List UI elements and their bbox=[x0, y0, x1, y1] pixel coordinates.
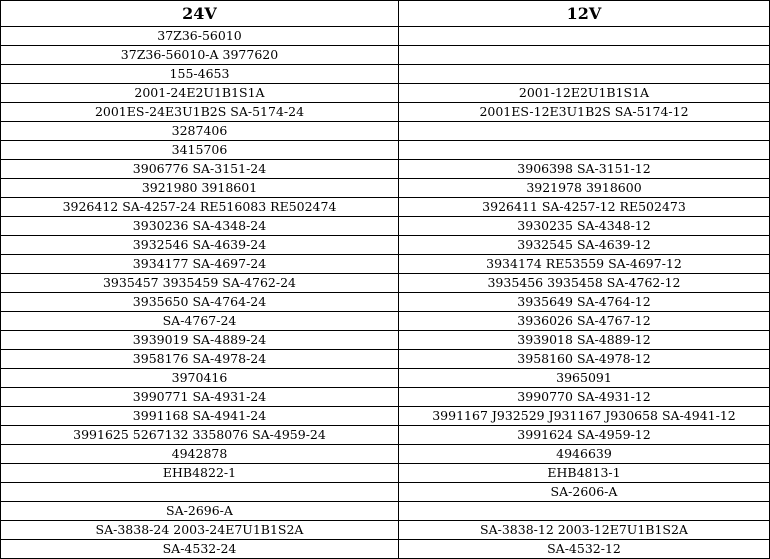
table-row bbox=[1, 331, 770, 350]
cell-24v: 3939019 SA-4889-24 bbox=[1, 331, 399, 350]
header-row bbox=[1, 1, 770, 27]
cell-24v: 3906776 SA-3151-24 bbox=[1, 160, 399, 179]
cell-12v: SA-2606-A bbox=[399, 483, 770, 502]
cell-12v: 3939018 SA-4889-12 bbox=[399, 331, 770, 350]
table-row bbox=[1, 65, 770, 84]
cell-12v: 4946639 bbox=[399, 445, 770, 464]
cell-12v: 3921978 3918600 bbox=[399, 179, 770, 198]
cell-24v: 3958176 SA-4978-24 bbox=[1, 350, 399, 369]
cell-24v: 3991625 5267132 3358076 SA-4959-24 bbox=[1, 426, 399, 445]
cell-12v: 3990770 SA-4931-12 bbox=[399, 388, 770, 407]
table-row bbox=[1, 27, 770, 46]
cell-12v bbox=[399, 141, 770, 160]
cell-24v: 3935457 3935459 SA-4762-24 bbox=[1, 274, 399, 293]
cell-24v: 4942878 bbox=[1, 445, 399, 464]
cell-24v: EHB4822-1 bbox=[1, 464, 399, 483]
table-body bbox=[1, 27, 770, 559]
table-row bbox=[1, 198, 770, 217]
cell-12v bbox=[399, 46, 770, 65]
header-24v: 24V bbox=[1, 1, 399, 27]
cell-12v: 3958160 SA-4978-12 bbox=[399, 350, 770, 369]
cell-24v: 3935650 SA-4764-24 bbox=[1, 293, 399, 312]
cell-24v: 3926412 SA-4257-24 RE516083 RE502474 bbox=[1, 198, 399, 217]
cell-12v: 3926411 SA-4257-12 RE502473 bbox=[399, 198, 770, 217]
cell-12v: 3991167 J932529 J931167 J930658 SA-4941-12 bbox=[399, 407, 770, 426]
cell-12v: EHB4813-1 bbox=[399, 464, 770, 483]
cell-24v: 155-4653 bbox=[1, 65, 399, 84]
table-row bbox=[1, 236, 770, 255]
cell-24v: 37Z36-56010-A 3977620 bbox=[1, 46, 399, 65]
table-row bbox=[1, 350, 770, 369]
header-12v: 12V bbox=[399, 1, 770, 27]
cell-12v bbox=[399, 502, 770, 521]
table-row bbox=[1, 388, 770, 407]
table-row bbox=[1, 293, 770, 312]
table-row bbox=[1, 369, 770, 388]
cell-24v: 3287406 bbox=[1, 122, 399, 141]
cell-12v: 3934174 RE53559 SA-4697-12 bbox=[399, 255, 770, 274]
cell-24v: 3970416 bbox=[1, 369, 399, 388]
table-row bbox=[1, 521, 770, 540]
cell-24v: 3930236 SA-4348-24 bbox=[1, 217, 399, 236]
table-row bbox=[1, 217, 770, 236]
table-row bbox=[1, 445, 770, 464]
cell-12v bbox=[399, 65, 770, 84]
table-row bbox=[1, 84, 770, 103]
cell-12v: 3991624 SA-4959-12 bbox=[399, 426, 770, 445]
cell-24v: 3415706 bbox=[1, 141, 399, 160]
cell-12v bbox=[399, 122, 770, 141]
table-row bbox=[1, 46, 770, 65]
cell-24v: 3934177 SA-4697-24 bbox=[1, 255, 399, 274]
cell-12v: 3932545 SA-4639-12 bbox=[399, 236, 770, 255]
cell-12v: 3935649 SA-4764-12 bbox=[399, 293, 770, 312]
table-row bbox=[1, 122, 770, 141]
table-row bbox=[1, 103, 770, 122]
table-row bbox=[1, 274, 770, 293]
cell-24v: SA-4532-24 bbox=[1, 540, 399, 559]
cell-24v: 3991168 SA-4941-24 bbox=[1, 407, 399, 426]
cell-24v: 2001-24E2U1B1S1A bbox=[1, 84, 399, 103]
table-row bbox=[1, 426, 770, 445]
cell-24v: SA-4767-24 bbox=[1, 312, 399, 331]
table-row bbox=[1, 312, 770, 331]
cell-24v: 37Z36-56010 bbox=[1, 27, 399, 46]
table-row bbox=[1, 255, 770, 274]
cell-24v: 3990771 SA-4931-24 bbox=[1, 388, 399, 407]
table-row bbox=[1, 407, 770, 426]
cell-12v bbox=[399, 27, 770, 46]
cell-12v: 2001-12E2U1B1S1A bbox=[399, 84, 770, 103]
cell-12v: SA-3838-12 2003-12E7U1B1S2A bbox=[399, 521, 770, 540]
cell-12v: 3930235 SA-4348-12 bbox=[399, 217, 770, 236]
cell-24v: SA-3838-24 2003-24E7U1B1S2A bbox=[1, 521, 399, 540]
cell-12v: 3906398 SA-3151-12 bbox=[399, 160, 770, 179]
cell-12v: 3935456 3935458 SA-4762-12 bbox=[399, 274, 770, 293]
table-row bbox=[1, 160, 770, 179]
cell-12v: SA-4532-12 bbox=[399, 540, 770, 559]
table-row bbox=[1, 464, 770, 483]
cell-24v: 2001ES-24E3U1B2S SA-5174-24 bbox=[1, 103, 399, 122]
cell-24v: 3932546 SA-4639-24 bbox=[1, 236, 399, 255]
table-row bbox=[1, 502, 770, 521]
cell-12v: 3965091 bbox=[399, 369, 770, 388]
cell-24v bbox=[1, 483, 399, 502]
table-row bbox=[1, 141, 770, 160]
cell-24v: SA-2696-A bbox=[1, 502, 399, 521]
table-row bbox=[1, 540, 770, 559]
table-row bbox=[1, 483, 770, 502]
cell-12v: 3936026 SA-4767-12 bbox=[399, 312, 770, 331]
cell-24v: 3921980 3918601 bbox=[1, 179, 399, 198]
table-row bbox=[1, 179, 770, 198]
cell-12v: 2001ES-12E3U1B2S SA-5174-12 bbox=[399, 103, 770, 122]
